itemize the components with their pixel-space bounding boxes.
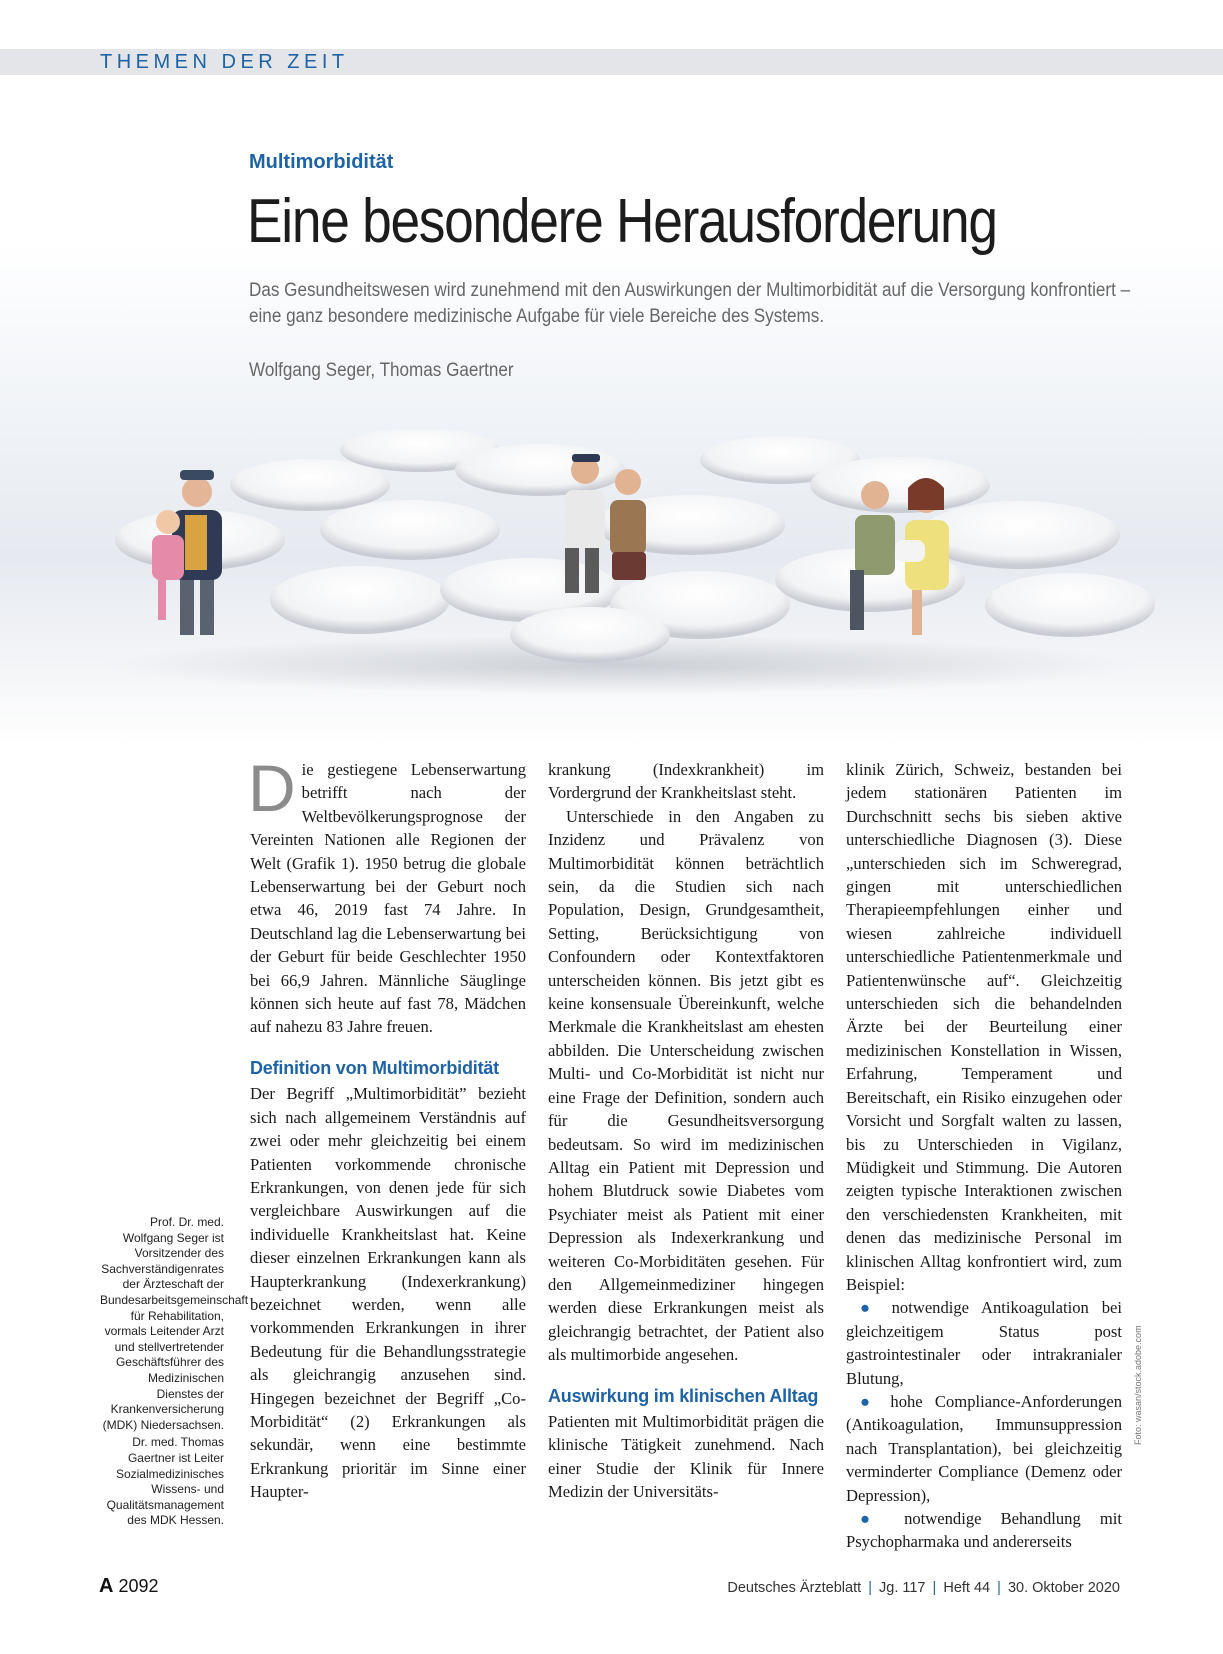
hero-photo: [60, 430, 1170, 700]
subheading: Auswirkung im klinischen Alltag: [548, 1385, 819, 1406]
journal-issue: Heft 44: [943, 1580, 991, 1596]
paragraph: klinik Zürich, Schweiz, bestanden bei jedem stationären Patienten im Durchschnitt sechs bis sieben aktive unterschiedliche Diagnosen (3). Diese „unterschieden sich im Schweregrad, gingen mit unterschiedlichen Therapieempfehlungen einher und wiesen zahlreiche individuell unterschiedliche Patientenmerkmale und Patientenwünsche auf“. Gleichzeitig unterschieden sich die behandelnden Ärzte bei der Beurteilung einer medizinischen Konstellation in Wissen, Erfahrung, Temperament und Bereitschaft, ein Risiko einzugehen oder Vorsicht und Sorgfalt walten zu lassen, bis zu Unterschieden in Vigilanz, Müdigkeit und Stimmung. Die Autoren zeigten typische Interaktionen zwischen den verschiedensten Krankheiten, mit denen das medizinische Personal im klinischen Alltag konfrontiert wird, zum Beispiel:: [846, 760, 1122, 1294]
paragraph: krankung (Indexkrankheit) im Vordergrund der Krankheitslast steht.: [548, 760, 824, 803]
bio-author-1: Prof. Dr. med. Wolfgang Seger ist Vorsitzender des Sachverständigenrates der Ärzteschaft der Bundesarbeitsgemeinschaft für Rehabilitation, vormals Leitender Arzt und stellvertretender Geschäftsführer des Medizinischen Dienstes der Krankenversicherung (MDK) Niedersachsen.: [100, 1215, 249, 1432]
paragraph: Unterschiede in den Angaben zu Inzidenz und Prävalenz von Multimorbidität können beträchtlich sein, da die Studien sich nach Population, Design, Grundgesamtheit, Setting, Berücksichtigung von Confoundern oder Kontextfaktoren unterscheiden können. Bis jetzt gibt es keine konsensuale Übereinkunft, welche Merkmale die Krankheitslast am ehesten abbilden. Die Unterscheidung zwischen Multi- und Co-Morbidität ist nicht nur eine Frage der Definition, sondern auch für die Gesundheitsversorgung bedeutsam. So wird im medizinischen Alltag ein Patient mit Depression und hohem Blutdruck sowie Diabetes vom Psychiater meist als Patient mit einer Depression als Indexerkrankung und weiteren Co-Morbiditäten gesehen. Für den Allgemeinmediziner hingegen werden diese Erkrankungen meist als gleichrangig betrachtet, der Patient also als multimorbide angesehen.: [548, 806, 824, 1365]
page-number: A 2092: [99, 1575, 159, 1597]
bullet-icon: ●: [860, 1391, 879, 1411]
body-column-1: [248, 751, 526, 1504]
drop-cap: D: [248, 751, 296, 825]
journal-volume: Jg. 117: [879, 1580, 926, 1596]
bullet-icon: ●: [860, 1298, 879, 1318]
article-authors: Wolfgang Seger, Thomas Gaertner: [249, 360, 514, 381]
journal-name: Deutsches Ärzteblatt: [727, 1580, 862, 1596]
bullet-item: ● notwendige Behandlung mit Psychopharmaka und andererseits: [846, 1509, 1122, 1552]
bullet-item: ● hohe Compliance-Anforderungen (Antikoagulation, Immunsuppression nach Transplantation), bei gleichzeitig verminderter Compliance (Demenz oder Depression),: [846, 1391, 1122, 1505]
author-bio: [100, 1215, 249, 1531]
figurine-couple-left: [152, 470, 222, 635]
body-column-2: [548, 758, 824, 1504]
subheading: Definition von Multimorbidität: [250, 1057, 499, 1078]
article-lead: Das Gesundheitswesen wird zunehmend mit den Auswirkungen der Multimorbidität auf die Versorgung konfrontiert – eine ganz besondere medizinische Aufgabe für viele Bereiche des Systems.: [249, 280, 1131, 327]
footer-citation: Deutsches Ärzteblatt | Jg. 117 | Heft 44 | 30. Oktober 2020: [727, 1580, 1120, 1596]
article-title: Eine besondere Herausforderung: [247, 187, 997, 256]
journal-date: 30. Oktober 2020: [1007, 1580, 1120, 1596]
bio-author-2: Dr. med. Thomas Gaertner ist Leiter Sozialmedizinisches Wissens- und Qualitätsmanagement des MDK Hessen.: [106, 1435, 224, 1528]
article-kicker: Multimorbidität: [249, 151, 394, 173]
photo-credit: Foto: wasan/stock.adobe.com: [1133, 1325, 1143, 1445]
section-label: THEMEN DER ZEIT: [100, 51, 349, 73]
paragraph: Der Begriff „Multimorbidität” bezieht sich nach allgemeinem Verständnis auf zwei oder mehr gleichzeitig bei einem Patienten vorkommende chronische Erkrankungen, von denen jede für sich vergleichbare Auswirkungen auf die individuelle Krankheitslast hat. Keine dieser einzelnen Erkrankungen kann als Haupterkrankung (Indexerkrankung) bezeichnet werden, wenn alle vorkommenden Erkrankungen in ihrer Bedeutung für die Behandlungsstrategie als gleichrangig anzusehen sind. Hingegen bezeichnet der Begriff „Co-Morbidität“ (2) Erkrankungen als sekundär, wenn eine bestimmte Erkrankung prioritär im Sinne einer Haupter-: [250, 1084, 526, 1502]
bullet-item: ● notwendige Antikoagulation bei gleichzeitigem Status post gastrointestinaler oder intrakranialer Blutung,: [846, 1298, 1122, 1388]
paragraph: ie gestiegene Lebenserwartung betrifft nach der Weltbevölkerungsprognose der Vereinten Nationen alle Regionen der Welt (Grafik 1). 1950 betrug die globale Lebenserwartung bei der Geburt noch etwa 46, 2019 fast 74 Jahre. In Deutschland lag die Lebenserwartung bei der Geburt für beide Geschlechter 1950 bei 66,9 Jahren. Männliche Säuglinge können sich heute auf fast 78, Mädchen auf nahezu 83 Jahre freuen.: [250, 760, 526, 1037]
paragraph: Patienten mit Multimorbidität prägen die klinische Tätigkeit zunehmend. Nach einer Studie der Klinik für Innere Medizin der Universitäts-: [548, 1411, 824, 1502]
body-column-3: [846, 758, 1122, 1554]
bullet-icon: ●: [860, 1509, 885, 1528]
